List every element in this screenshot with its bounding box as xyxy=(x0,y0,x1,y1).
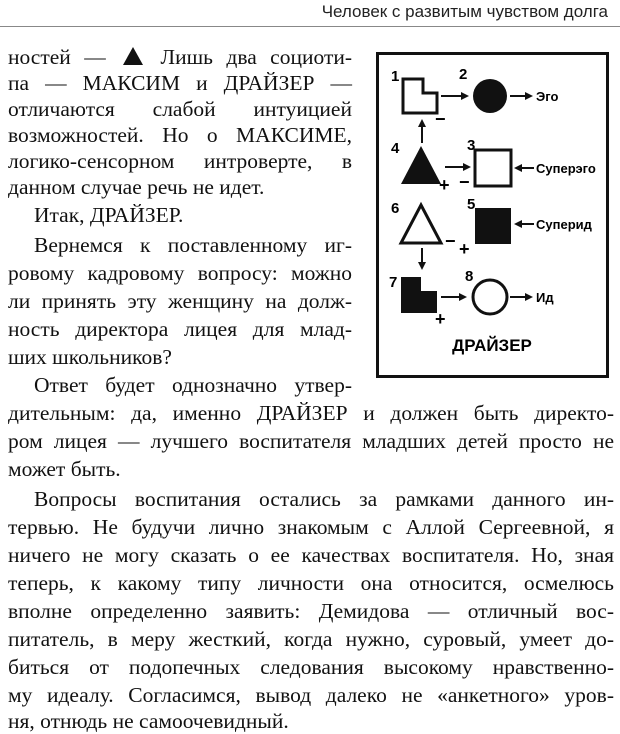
white-circle-icon xyxy=(473,280,507,314)
text-line-13: Ответ будет однозначно утвер- xyxy=(34,373,352,397)
text-line-20: теперь, к какому типу личности она относится, осмелюсь xyxy=(8,571,614,595)
plus-sign-5: + xyxy=(459,239,470,259)
text-line-4: возможностей. Но о МАКСИМЕ, xyxy=(8,123,352,147)
text-line-9: ровому кадровому вопросу: можно xyxy=(8,261,352,285)
label-ego: Эго xyxy=(536,89,559,104)
text-line-10: ли принять эту женщину на долж- xyxy=(8,289,352,313)
number-2: 2 xyxy=(459,66,468,83)
text-line-8: Вернемся к поставленному иг- xyxy=(34,233,352,257)
minus-sign-1: − xyxy=(435,109,446,129)
text-line-19: ничего не могу сказать о ее качествах воспитателя. Но, зная xyxy=(8,543,614,567)
black-square-icon xyxy=(475,208,511,244)
minus-sign-3: − xyxy=(459,172,470,192)
number-8: 8 xyxy=(465,268,474,285)
model-diagram-svg xyxy=(379,55,606,375)
black-triangle-diagram-icon xyxy=(401,146,441,184)
text-line-16: может быть. xyxy=(8,457,121,481)
plus-sign-7: + xyxy=(435,309,446,329)
text-line-22: питатель, в меру жесткий, когда нужно, суровый, умеет до- xyxy=(8,627,614,651)
diagram-title: ДРАЙЗЕР xyxy=(452,336,532,355)
header-rule xyxy=(0,26,620,27)
text-line-14: дительным: да, именно ДРАЙЗЕР и должен быть директо- xyxy=(8,401,614,425)
label-id: Ид xyxy=(536,290,554,305)
text-line-2: па — МАКСИМ и ДРАЙЗЕР — xyxy=(8,71,352,95)
number-1: 1 xyxy=(391,68,400,85)
text-line-5: логико-сенсорном интроверте, в xyxy=(8,149,352,173)
text-line-17: Вопросы воспитания остались за рамками данного ин- xyxy=(34,487,614,511)
white-triangle-icon xyxy=(401,205,441,243)
black-triangle-icon xyxy=(123,47,143,65)
black-circle-icon xyxy=(473,79,507,113)
number-4: 4 xyxy=(391,140,400,157)
text-line-15: ром лицея — лучшего воспитателя младших детей просто не xyxy=(8,429,614,453)
running-header: Человек с развитым чувством долга xyxy=(321,2,608,21)
label-superid: Суперид xyxy=(536,217,592,232)
text-line-1: ностей — Лишь два социоти- xyxy=(8,45,353,69)
text-line-18: тервью. Не будучи лично знакомым с Аллой Сергеевной, я xyxy=(8,515,614,539)
number-5: 5 xyxy=(467,196,476,213)
plus-sign-4: + xyxy=(439,175,450,195)
number-7: 7 xyxy=(389,274,398,291)
l-shape-outline-icon xyxy=(403,79,437,113)
minus-sign-6: − xyxy=(445,231,456,251)
text-line-11: ность директора лицея для млад- xyxy=(8,317,352,341)
text-line-21: вполне определенно заявить: Демидова — отличный вос- xyxy=(8,599,614,623)
text-line-6: данном случае речь не идет. xyxy=(8,175,265,199)
white-square-icon xyxy=(475,150,511,186)
number-6: 6 xyxy=(391,200,400,217)
text-line-7: Итак, ДРАЙЗЕР. xyxy=(34,203,184,227)
text-line-24: му идеалу. Согласимся, вывод далеко не «анкетного» уров- xyxy=(8,683,614,707)
text-line-23: биться от подопечных следования высокому нравственно- xyxy=(8,655,614,679)
model-diagram xyxy=(376,52,609,378)
number-3: 3 xyxy=(467,137,476,154)
text-line-3: отличаются слабой интуицией xyxy=(8,97,352,121)
text-line-25: ня, отнюдь не самоочевидный. xyxy=(8,709,289,733)
label-superego: Суперэго xyxy=(536,161,596,176)
l-shape-filled-icon xyxy=(401,277,437,313)
text-line-12: ших школьников? xyxy=(8,345,172,369)
